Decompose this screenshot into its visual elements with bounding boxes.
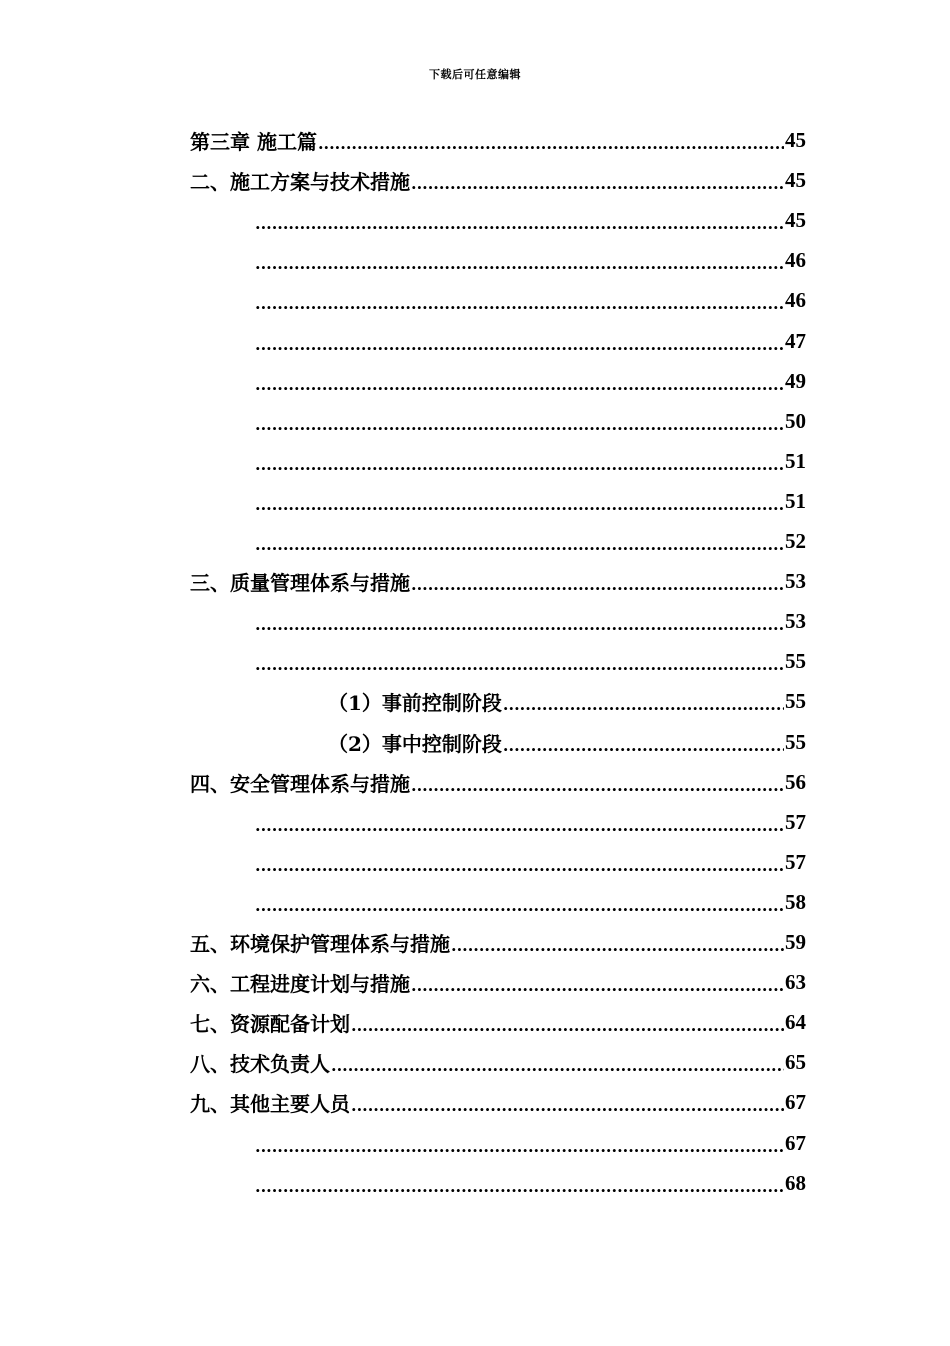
toc-page-number: 45 (785, 207, 806, 232)
toc-entry[interactable] (254, 401, 806, 441)
toc-page-number: 52 (785, 528, 806, 553)
toc-dot-leader (255, 491, 784, 515)
toc-page-number: 65 (785, 1049, 806, 1074)
toc-dot-leader (255, 290, 784, 314)
toc-page-number: 63 (785, 969, 806, 994)
toc-page-number: 55 (785, 729, 806, 754)
toc-page-number: 46 (785, 287, 806, 312)
toc-dot-leader (255, 331, 784, 355)
toc-page-number: 67 (785, 1130, 806, 1155)
toc-page-number: 57 (785, 809, 806, 834)
toc-page-number: 55 (785, 648, 806, 673)
toc-entry-title: （2）事中控制阶段 (328, 731, 502, 756)
toc-entry[interactable] (254, 1123, 806, 1163)
toc-dot-leader (503, 691, 784, 715)
toc-dot-leader (255, 411, 784, 435)
toc-page-number: 53 (785, 568, 806, 593)
toc-dot-leader (255, 651, 784, 675)
toc-entry[interactable] (254, 481, 806, 521)
toc-page-number: 51 (785, 448, 806, 473)
toc-entry[interactable] (254, 200, 806, 240)
toc-dot-leader (255, 210, 784, 234)
toc-dot-leader (411, 772, 784, 796)
toc-entry[interactable] (254, 361, 806, 401)
toc-page-number: 46 (785, 247, 806, 272)
toc-entry-title: 二、施工方案与技术措施 (190, 169, 410, 194)
toc-entry[interactable] (190, 120, 806, 160)
toc-page-number: 53 (785, 608, 806, 633)
toc-page-number: 68 (785, 1170, 806, 1195)
toc-entry[interactable] (190, 561, 806, 601)
toc-page-number: 51 (785, 488, 806, 513)
toc-entry[interactable] (254, 441, 806, 481)
toc-entry[interactable] (254, 641, 806, 681)
toc-entry[interactable] (254, 521, 806, 561)
toc-dot-leader (255, 250, 784, 274)
toc-entry[interactable] (254, 321, 806, 361)
toc-entry[interactable] (190, 922, 806, 962)
toc-dot-leader (255, 531, 784, 555)
toc-entry-title: 六、工程进度计划与措施 (190, 971, 410, 996)
toc-page-number: 50 (785, 408, 806, 433)
toc-entry[interactable] (254, 240, 806, 280)
toc-entry[interactable] (254, 280, 806, 320)
toc-dot-leader (351, 1092, 784, 1116)
toc-dot-leader (255, 892, 784, 916)
toc-page-number: 55 (785, 688, 806, 713)
toc-entry[interactable] (254, 601, 806, 641)
toc-page-number: 57 (785, 849, 806, 874)
toc-entry-title: 四、安全管理体系与措施 (190, 771, 410, 796)
toc-dot-leader (451, 932, 784, 956)
toc-dot-leader (255, 812, 784, 836)
toc-entry[interactable] (190, 762, 806, 802)
toc-entry-title: 五、环境保护管理体系与措施 (190, 931, 450, 956)
toc-entry-title: 七、资源配备计划 (190, 1011, 350, 1036)
toc-dot-leader (255, 371, 784, 395)
toc-entry[interactable] (254, 802, 806, 842)
toc-page-number: 58 (785, 889, 806, 914)
toc-entry[interactable] (190, 1042, 806, 1082)
toc-page-number: 45 (785, 167, 806, 192)
toc-dot-leader (255, 1133, 784, 1157)
toc-entry[interactable] (190, 962, 806, 1002)
toc-page-number: 67 (785, 1089, 806, 1114)
toc-page-number: 49 (785, 368, 806, 393)
toc-dot-leader (255, 852, 784, 876)
toc-dot-leader (318, 130, 784, 154)
toc-dot-leader (351, 1012, 784, 1036)
toc-entry-title: 九、其他主要人员 (190, 1091, 350, 1116)
toc-dot-leader (411, 972, 784, 996)
toc-dot-leader (255, 1173, 784, 1197)
toc-page-number: 45 (785, 127, 806, 152)
toc-entry[interactable] (328, 681, 806, 721)
toc-dot-leader (411, 170, 784, 194)
toc-entry[interactable] (190, 160, 806, 200)
toc-dot-leader (331, 1052, 784, 1076)
toc-entry-title: 八、技术负责人 (190, 1051, 330, 1076)
toc-entry[interactable] (254, 882, 806, 922)
toc-dot-leader (255, 451, 784, 475)
toc-page-number: 59 (785, 929, 806, 954)
toc-entry[interactable] (328, 722, 806, 762)
page-header: 下载后可任意编辑 (429, 68, 521, 81)
toc-entry[interactable] (254, 1163, 806, 1203)
toc-entry-title: （1）事前控制阶段 (328, 690, 502, 715)
toc-dot-leader (255, 611, 784, 635)
toc-page-number: 56 (785, 769, 806, 794)
toc-entry[interactable] (190, 1002, 806, 1042)
toc-page-number: 64 (785, 1009, 806, 1034)
toc-entry[interactable] (190, 1082, 806, 1122)
toc-dot-leader (503, 732, 784, 756)
toc-entry-title: 三、质量管理体系与措施 (190, 570, 410, 595)
toc-entry-title: 第三章 施工篇 (190, 129, 317, 154)
toc-dot-leader (411, 571, 784, 595)
toc-entry[interactable] (254, 842, 806, 882)
toc-page-number: 47 (785, 328, 806, 353)
